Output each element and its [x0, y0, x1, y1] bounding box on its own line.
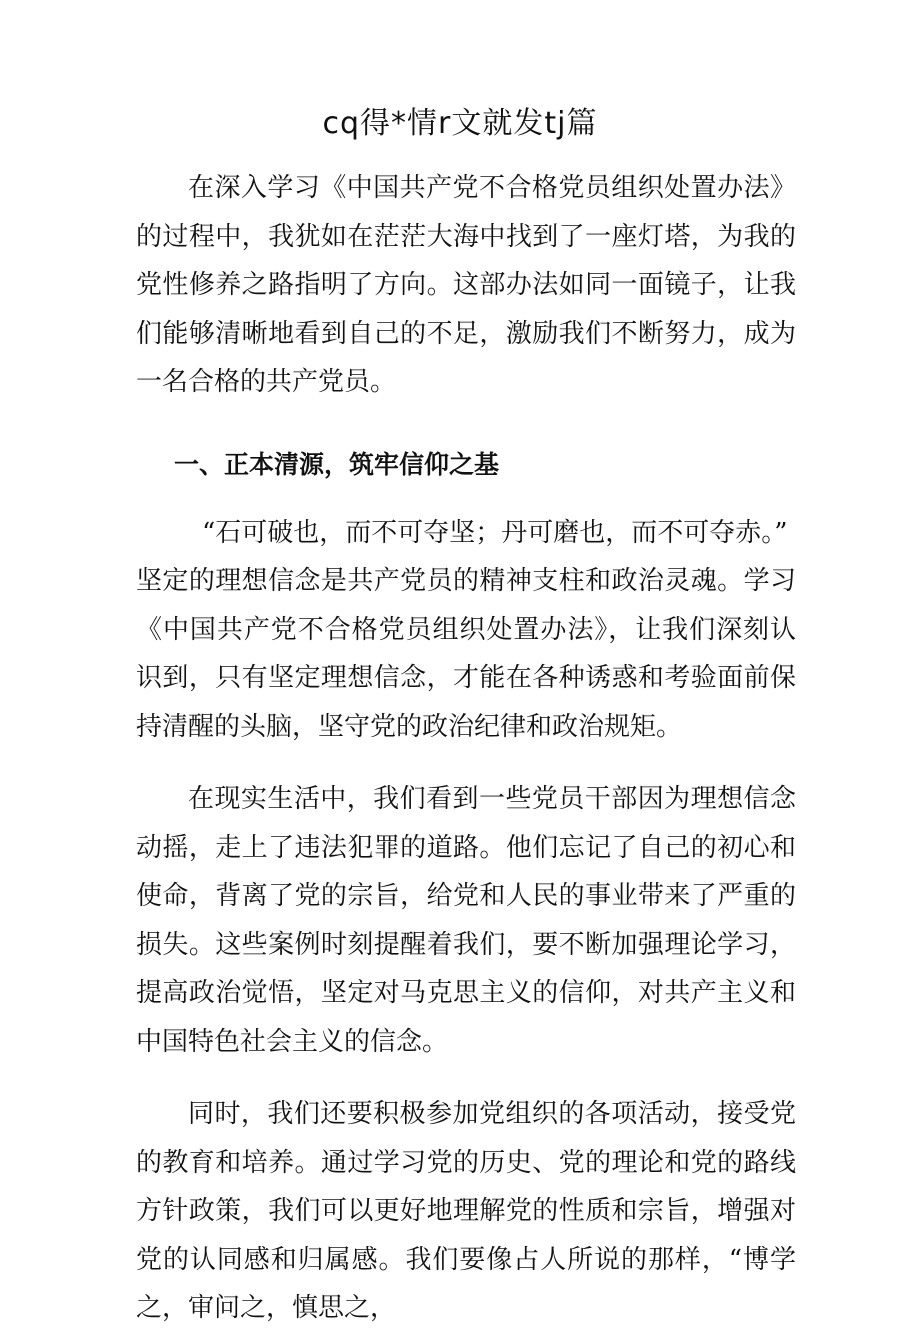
quote-line: “石可破也，而不可夺坚；丹可磨也，而不可夺赤。” [202, 517, 788, 548]
section-heading: 一、正本清源，筑牢信仰之基 [174, 449, 500, 479]
body-paragraph-4: 同时，我们还要积极参加党组织的各项活动，接受党的教育和培养。通过学习党的历史、党的理论和党的路线方针政策，我们可以更好地理解党的性质和宗旨，增强对党的认同感和归属感。我们要像占人所说的那样，“博学之，审问之，慎思之， [136, 1099, 796, 1323]
body-paragraph-3: 在现实生活中，我们看到一些党员干部因为理想信念动摇，走上了违法犯罪的道路。他们忘记了自己的初心和使命，背离了党的宗旨，给党和人民的事业带来了严重的损失。这些案例时刻提醒着我们，要不断加强理论学习，提高政治觉悟，坚定对马克思主义的信仰，对共产主义和中国特色社会主义的信念。 [136, 784, 796, 1057]
document-body [136, 164, 796, 1333]
intro-paragraph: 在深入学习《中国共产党不合格党员组织处置办法》的过程中，我犹如在茫茫大海中找到了一座灯塔，为我的党性修养之路指明了方向。这部办法如同一面镜子，让我们能够清晰地看到自己的不足，激励我们不断努力，成为一名合格的共产党员。 [136, 173, 796, 397]
document-title: cq得*情r文就发tj篇 [322, 106, 598, 141]
section1-paragraph: 坚定的理想信念是共产党员的精神支柱和政治灵魂。学习《中国共产党不合格党员组织处置办法》，让我们深刻认识到，只有坚定理想信念，才能在各种诱惑和考验面前保持清醒的头脑，坚守党的政治纪律和政治规矩。 [136, 566, 796, 742]
